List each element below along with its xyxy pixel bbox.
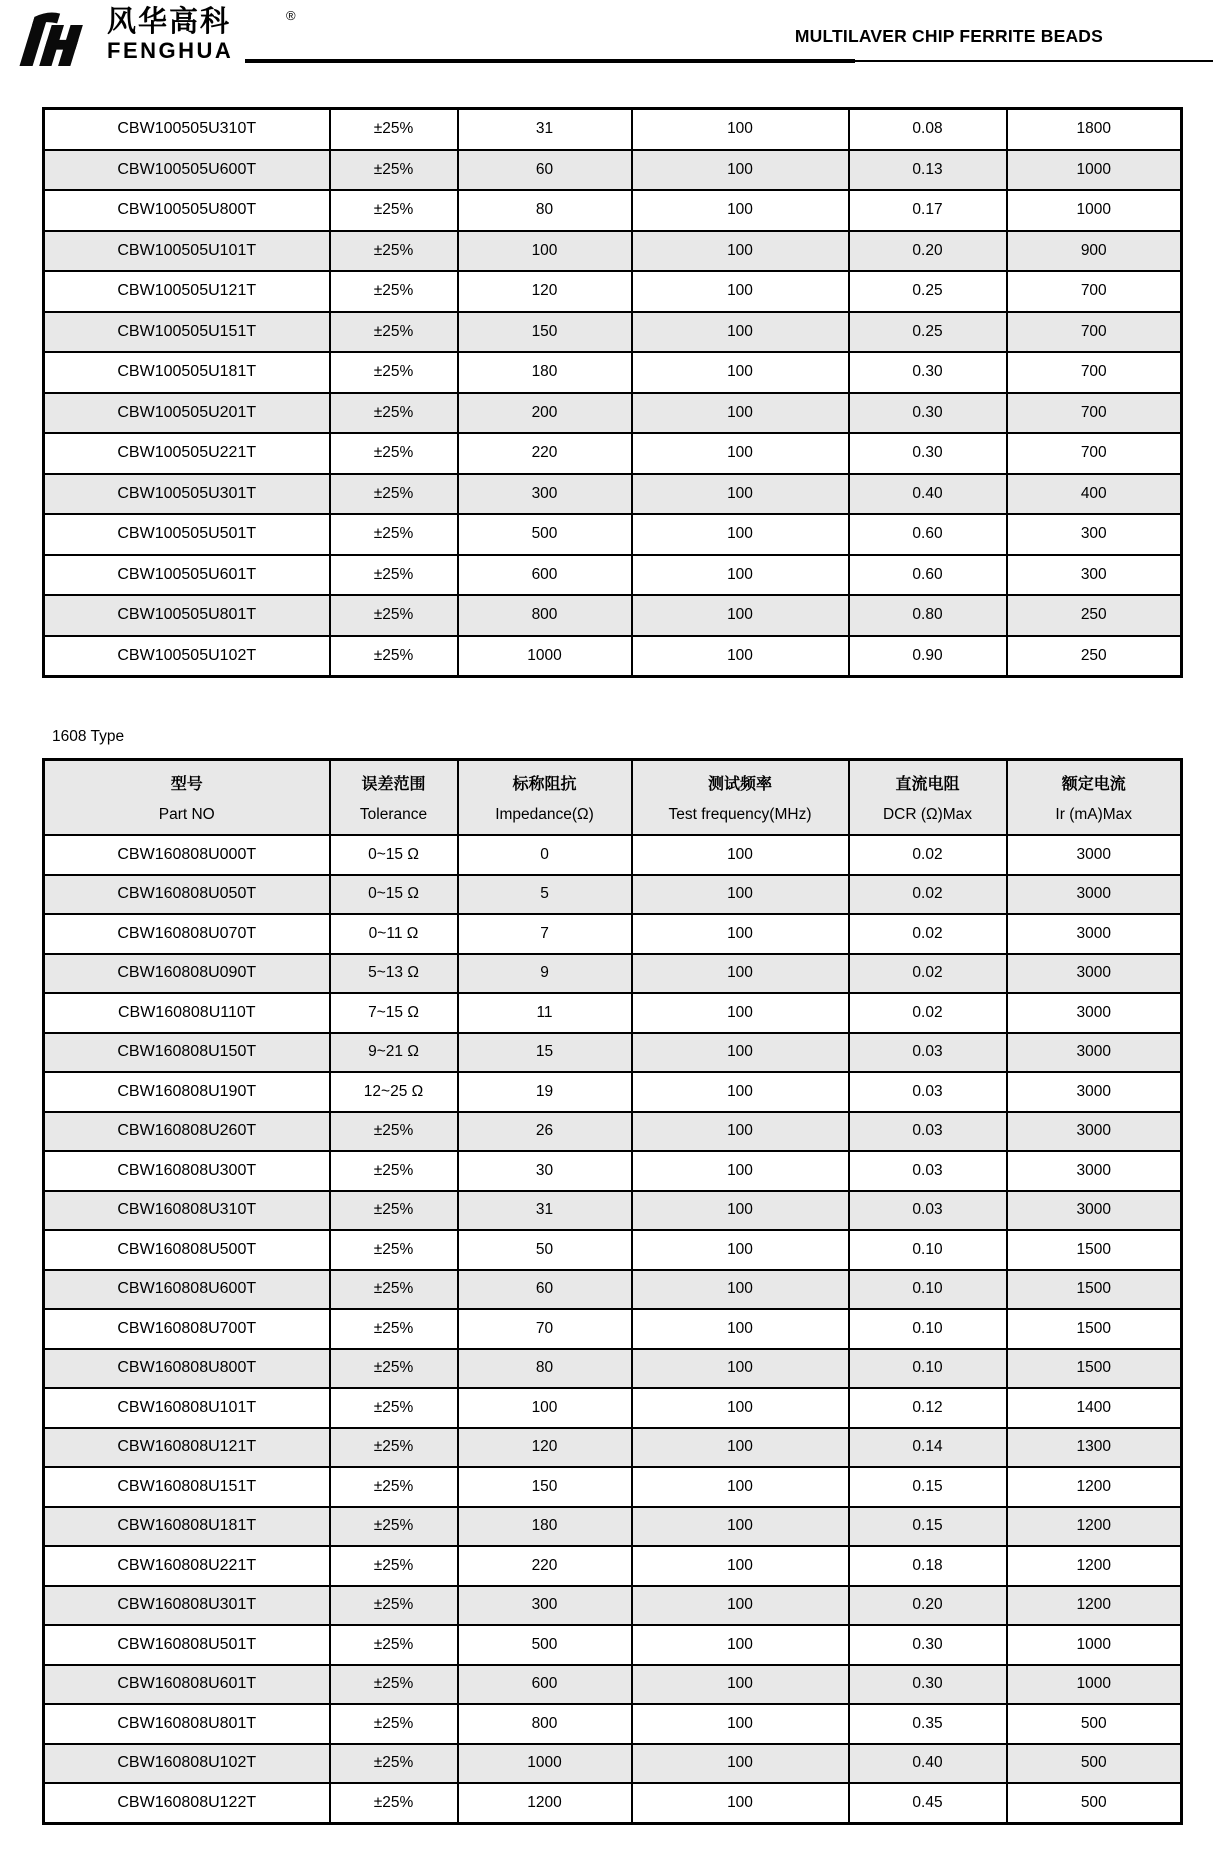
ir-max-cell: 3000 (1007, 954, 1182, 994)
ir-max-cell: 500 (1007, 1744, 1182, 1784)
part-no-cell: CBW160808U181T (44, 1507, 330, 1547)
part-no-cell: CBW100505U121T (44, 271, 330, 312)
ir-max-cell: 700 (1007, 352, 1182, 393)
test-frequency-cell: 100 (632, 271, 849, 312)
impedance-cell: 70 (458, 1309, 632, 1349)
tolerance-cell: ±25% (330, 1744, 458, 1784)
impedance-cell: 220 (458, 1546, 632, 1586)
tolerance-cell: ±25% (330, 1665, 458, 1705)
table-row (44, 393, 1182, 434)
tolerance-cell: ±25% (330, 433, 458, 474)
test-frequency-cell: 100 (632, 109, 849, 150)
ir-max-cell: 3000 (1007, 993, 1182, 1033)
ir-max-cell: 1200 (1007, 1507, 1182, 1547)
tolerance-cell: ±25% (330, 1507, 458, 1547)
dcr-max-cell: 0.45 (849, 1783, 1007, 1823)
part-no-cell: CBW100505U310T (44, 109, 330, 150)
dcr-max-cell: 0.40 (849, 474, 1007, 515)
ir-max-cell: 700 (1007, 433, 1182, 474)
ir-max-cell: 3000 (1007, 1151, 1182, 1191)
dcr-max-cell: 0.30 (849, 352, 1007, 393)
dcr-max-cell: 0.35 (849, 1704, 1007, 1744)
test-frequency-cell: 100 (632, 595, 849, 636)
table-row (44, 352, 1182, 393)
part-no-cell: CBW100505U101T (44, 231, 330, 272)
tolerance-cell: ±25% (330, 190, 458, 231)
table-row (44, 1665, 1182, 1705)
dcr-max-cell: 0.15 (849, 1467, 1007, 1507)
part-no-cell: CBW100505U201T (44, 393, 330, 434)
dcr-max-cell: 0.40 (849, 1744, 1007, 1784)
impedance-cell: 1000 (458, 1744, 632, 1784)
col-header-impedance: 标称阻抗 Impedance(Ω) (458, 760, 632, 836)
part-no-cell: CBW160808U601T (44, 1665, 330, 1705)
dcr-max-cell: 0.15 (849, 1507, 1007, 1547)
dcr-max-cell: 0.02 (849, 954, 1007, 994)
ir-max-cell: 1000 (1007, 190, 1182, 231)
col-header-ir: 额定电流 Ir (mA)Max (1007, 760, 1182, 836)
test-frequency-cell: 100 (632, 393, 849, 434)
registered-trademark: ® (286, 8, 296, 23)
table-row (44, 1072, 1182, 1112)
dcr-max-cell: 0.03 (849, 1033, 1007, 1073)
test-frequency-cell: 100 (632, 875, 849, 915)
dcr-max-cell: 0.03 (849, 1072, 1007, 1112)
part-no-cell: CBW160808U000T (44, 835, 330, 875)
ir-max-cell: 300 (1007, 555, 1182, 596)
table-row (44, 1112, 1182, 1152)
dcr-max-cell: 0.90 (849, 636, 1007, 677)
tolerance-cell: ±25% (330, 1151, 458, 1191)
tolerance-cell: ±25% (330, 150, 458, 191)
part-no-cell: CBW100505U301T (44, 474, 330, 515)
part-no-cell: CBW160808U310T (44, 1191, 330, 1231)
brand-block (107, 8, 233, 62)
part-no-cell: CBW100505U801T (44, 595, 330, 636)
ir-max-cell: 500 (1007, 1783, 1182, 1823)
section-label-1608-type: 1608 Type (52, 728, 125, 745)
part-no-cell: CBW160808U300T (44, 1151, 330, 1191)
impedance-cell: 800 (458, 595, 632, 636)
dcr-max-cell: 0.25 (849, 312, 1007, 353)
part-no-cell: CBW100505U600T (44, 150, 330, 191)
part-no-cell: CBW160808U151T (44, 1467, 330, 1507)
ir-max-cell: 3000 (1007, 875, 1182, 915)
dcr-max-cell: 0.10 (849, 1270, 1007, 1310)
ir-max-cell: 1400 (1007, 1388, 1182, 1428)
ir-max-cell: 400 (1007, 474, 1182, 515)
dcr-max-cell: 0.10 (849, 1309, 1007, 1349)
tolerance-cell: ±25% (330, 555, 458, 596)
impedance-cell: 80 (458, 190, 632, 231)
tolerance-cell: ±25% (330, 109, 458, 150)
test-frequency-cell: 100 (632, 1270, 849, 1310)
col-header-test-frequency: 测试频率 Test frequency(MHz) (632, 760, 849, 836)
part-no-cell: CBW160808U700T (44, 1309, 330, 1349)
impedance-cell: 31 (458, 1191, 632, 1231)
ir-max-cell: 1000 (1007, 150, 1182, 191)
test-frequency-cell: 100 (632, 1546, 849, 1586)
tolerance-cell: ±25% (330, 231, 458, 272)
test-frequency-cell: 100 (632, 555, 849, 596)
test-frequency-cell: 100 (632, 1230, 849, 1270)
part-no-cell: CBW160808U110T (44, 993, 330, 1033)
impedance-cell: 60 (458, 1270, 632, 1310)
ir-max-cell: 1200 (1007, 1467, 1182, 1507)
table-row (44, 1309, 1182, 1349)
part-no-cell: CBW100505U102T (44, 636, 330, 677)
table-row (44, 835, 1182, 875)
part-no-cell: CBW100505U181T (44, 352, 330, 393)
impedance-cell: 9 (458, 954, 632, 994)
table-row (44, 1507, 1182, 1547)
tolerance-cell: ±25% (330, 1704, 458, 1744)
table-row (44, 150, 1182, 191)
part-no-cell: CBW160808U501T (44, 1625, 330, 1665)
tolerance-cell: ±25% (330, 1349, 458, 1389)
test-frequency-cell: 100 (632, 231, 849, 272)
ir-max-cell: 1800 (1007, 109, 1182, 150)
impedance-cell: 180 (458, 352, 632, 393)
impedance-cell: 500 (458, 514, 632, 555)
impedance-cell: 50 (458, 1230, 632, 1270)
test-frequency-cell: 100 (632, 514, 849, 555)
impedance-cell: 150 (458, 312, 632, 353)
tolerance-cell: ±25% (330, 1783, 458, 1823)
dcr-max-cell: 0.25 (849, 271, 1007, 312)
dcr-max-cell: 0.14 (849, 1428, 1007, 1468)
part-no-cell: CBW160808U500T (44, 1230, 330, 1270)
part-no-cell: CBW160808U150T (44, 1033, 330, 1073)
impedance-cell: 11 (458, 993, 632, 1033)
dcr-max-cell: 0.02 (849, 875, 1007, 915)
part-no-cell: CBW160808U090T (44, 954, 330, 994)
test-frequency-cell: 100 (632, 1744, 849, 1784)
col-header-dcr: 直流电阻 DCR (Ω)Max (849, 760, 1007, 836)
tolerance-cell: ±25% (330, 1467, 458, 1507)
test-frequency-cell: 100 (632, 1428, 849, 1468)
table-row (44, 109, 1182, 150)
ir-max-cell: 900 (1007, 231, 1182, 272)
ir-max-cell: 3000 (1007, 1033, 1182, 1073)
impedance-cell: 200 (458, 393, 632, 434)
dcr-max-cell: 0.03 (849, 1112, 1007, 1152)
ir-max-cell: 300 (1007, 514, 1182, 555)
impedance-cell: 180 (458, 1507, 632, 1547)
tolerance-cell: ±25% (330, 312, 458, 353)
part-no-cell: CBW160808U221T (44, 1546, 330, 1586)
ir-max-cell: 1500 (1007, 1349, 1182, 1389)
col-header-tolerance: 误差范围 Tolerance (330, 760, 458, 836)
brand-name-english: FENGHUA (107, 38, 234, 63)
part-no-cell: CBW160808U801T (44, 1704, 330, 1744)
table-row (44, 954, 1182, 994)
test-frequency-cell: 100 (632, 1467, 849, 1507)
test-frequency-cell: 100 (632, 1507, 849, 1547)
tolerance-cell: 0~15 Ω (330, 875, 458, 915)
tolerance-cell: ±25% (330, 1428, 458, 1468)
part-no-cell: CBW100505U221T (44, 433, 330, 474)
tolerance-cell: 0~15 Ω (330, 835, 458, 875)
part-no-cell: CBW160808U102T (44, 1744, 330, 1784)
test-frequency-cell: 100 (632, 433, 849, 474)
table-row (44, 231, 1182, 272)
tolerance-cell: ±25% (330, 1625, 458, 1665)
ir-max-cell: 250 (1007, 636, 1182, 677)
table-row (44, 190, 1182, 231)
test-frequency-cell: 100 (632, 914, 849, 954)
impedance-cell: 80 (458, 1349, 632, 1389)
table-row (44, 1151, 1182, 1191)
test-frequency-cell: 100 (632, 1033, 849, 1073)
tolerance-cell: ±25% (330, 1546, 458, 1586)
tolerance-cell: 5~13 Ω (330, 954, 458, 994)
test-frequency-cell: 100 (632, 1388, 849, 1428)
table-row (44, 433, 1182, 474)
table-row (44, 514, 1182, 555)
table-row (44, 1744, 1182, 1784)
dcr-max-cell: 0.03 (849, 1191, 1007, 1231)
test-frequency-cell: 100 (632, 312, 849, 353)
impedance-cell: 120 (458, 1428, 632, 1468)
table-row (44, 914, 1182, 954)
part-no-cell: CBW160808U600T (44, 1270, 330, 1310)
dcr-max-cell: 0.08 (849, 109, 1007, 150)
dcr-max-cell: 0.20 (849, 231, 1007, 272)
tolerance-cell: 7~15 Ω (330, 993, 458, 1033)
tolerance-cell: ±25% (330, 271, 458, 312)
dcr-max-cell: 0.02 (849, 835, 1007, 875)
part-no-cell: CBW160808U050T (44, 875, 330, 915)
test-frequency-cell: 100 (632, 1309, 849, 1349)
cbw160808-table (42, 758, 1183, 1825)
impedance-cell: 100 (458, 1388, 632, 1428)
dcr-max-cell: 0.20 (849, 1586, 1007, 1626)
tolerance-cell: ±25% (330, 1191, 458, 1231)
tolerance-cell: ±25% (330, 1112, 458, 1152)
tolerance-cell: 12~25 Ω (330, 1072, 458, 1112)
table-row (44, 312, 1182, 353)
impedance-cell: 100 (458, 231, 632, 272)
tolerance-cell: ±25% (330, 393, 458, 434)
table-row (44, 993, 1182, 1033)
table-row (44, 636, 1182, 677)
ir-max-cell: 1200 (1007, 1546, 1182, 1586)
part-no-cell: CBW160808U190T (44, 1072, 330, 1112)
impedance-cell: 60 (458, 150, 632, 191)
test-frequency-cell: 100 (632, 190, 849, 231)
part-no-cell: CBW100505U501T (44, 514, 330, 555)
impedance-cell: 600 (458, 1665, 632, 1705)
dcr-max-cell: 0.10 (849, 1349, 1007, 1389)
dcr-max-cell: 0.30 (849, 1665, 1007, 1705)
impedance-cell: 19 (458, 1072, 632, 1112)
test-frequency-cell: 100 (632, 1625, 849, 1665)
ir-max-cell: 3000 (1007, 914, 1182, 954)
ir-max-cell: 1200 (1007, 1586, 1182, 1626)
table-row (44, 474, 1182, 515)
table-row (44, 1546, 1182, 1586)
part-no-cell: CBW160808U121T (44, 1428, 330, 1468)
part-no-cell: CBW160808U301T (44, 1586, 330, 1626)
tolerance-cell: ±25% (330, 474, 458, 515)
tolerance-cell: ±25% (330, 1586, 458, 1626)
table-row (44, 1625, 1182, 1665)
impedance-cell: 1200 (458, 1783, 632, 1823)
table-row (44, 1230, 1182, 1270)
table-header-row (44, 760, 1182, 836)
col-header-part-no: 型号 Part NO (44, 760, 330, 836)
part-no-cell: CBW160808U101T (44, 1388, 330, 1428)
ir-max-cell: 700 (1007, 271, 1182, 312)
table-row (44, 595, 1182, 636)
table-row (44, 1388, 1182, 1428)
impedance-cell: 26 (458, 1112, 632, 1152)
table-row (44, 271, 1182, 312)
test-frequency-cell: 100 (632, 1072, 849, 1112)
ir-max-cell: 3000 (1007, 835, 1182, 875)
table-row (44, 1033, 1182, 1073)
table-row (44, 1467, 1182, 1507)
test-frequency-cell: 100 (632, 1191, 849, 1231)
header-divider (245, 59, 1213, 63)
dcr-max-cell: 0.02 (849, 993, 1007, 1033)
table-row (44, 1428, 1182, 1468)
table-row (44, 555, 1182, 596)
impedance-cell: 1000 (458, 636, 632, 677)
dcr-max-cell: 0.10 (849, 1230, 1007, 1270)
page-header (0, 0, 1219, 72)
impedance-cell: 800 (458, 1704, 632, 1744)
ir-max-cell: 1500 (1007, 1230, 1182, 1270)
part-no-cell: CBW160808U800T (44, 1349, 330, 1389)
impedance-cell: 5 (458, 875, 632, 915)
part-no-cell: CBW100505U800T (44, 190, 330, 231)
tolerance-cell: ±25% (330, 514, 458, 555)
table-row (44, 1191, 1182, 1231)
dcr-max-cell: 0.17 (849, 190, 1007, 231)
ir-max-cell: 1000 (1007, 1625, 1182, 1665)
test-frequency-cell: 100 (632, 954, 849, 994)
tolerance-cell: ±25% (330, 352, 458, 393)
table-row (44, 1349, 1182, 1389)
ir-max-cell: 250 (1007, 595, 1182, 636)
test-frequency-cell: 100 (632, 1151, 849, 1191)
part-no-cell: CBW160808U260T (44, 1112, 330, 1152)
tolerance-cell: ±25% (330, 1230, 458, 1270)
impedance-cell: 300 (458, 1586, 632, 1626)
impedance-cell: 31 (458, 109, 632, 150)
ir-max-cell: 700 (1007, 393, 1182, 434)
impedance-cell: 220 (458, 433, 632, 474)
tolerance-cell: 9~21 Ω (330, 1033, 458, 1073)
dcr-max-cell: 0.13 (849, 150, 1007, 191)
dcr-max-cell: 0.60 (849, 514, 1007, 555)
impedance-cell: 120 (458, 271, 632, 312)
test-frequency-cell: 100 (632, 1112, 849, 1152)
part-no-cell: CBW100505U151T (44, 312, 330, 353)
impedance-cell: 30 (458, 1151, 632, 1191)
ir-max-cell: 1500 (1007, 1309, 1182, 1349)
ir-max-cell: 500 (1007, 1704, 1182, 1744)
ir-max-cell: 1500 (1007, 1270, 1182, 1310)
impedance-cell: 15 (458, 1033, 632, 1073)
test-frequency-cell: 100 (632, 993, 849, 1033)
tolerance-cell: ±25% (330, 1388, 458, 1428)
test-frequency-cell: 100 (632, 1704, 849, 1744)
cbw100505-table (42, 107, 1183, 678)
dcr-max-cell: 0.30 (849, 393, 1007, 434)
dcr-max-cell: 0.60 (849, 555, 1007, 596)
dcr-max-cell: 0.12 (849, 1388, 1007, 1428)
dcr-max-cell: 0.80 (849, 595, 1007, 636)
impedance-cell: 0 (458, 835, 632, 875)
table-row (44, 1586, 1182, 1626)
ir-max-cell: 3000 (1007, 1191, 1182, 1231)
impedance-cell: 300 (458, 474, 632, 515)
table-row (44, 1783, 1182, 1823)
test-frequency-cell: 100 (632, 1665, 849, 1705)
part-no-cell: CBW160808U070T (44, 914, 330, 954)
test-frequency-cell: 100 (632, 352, 849, 393)
ir-max-cell: 3000 (1007, 1072, 1182, 1112)
impedance-cell: 7 (458, 914, 632, 954)
ir-max-cell: 700 (1007, 312, 1182, 353)
table-row (44, 875, 1182, 915)
part-no-cell: CBW160808U122T (44, 1783, 330, 1823)
ir-max-cell: 3000 (1007, 1112, 1182, 1152)
tolerance-cell: ±25% (330, 1309, 458, 1349)
test-frequency-cell: 100 (632, 835, 849, 875)
dcr-max-cell: 0.02 (849, 914, 1007, 954)
tolerance-cell: ±25% (330, 595, 458, 636)
tolerance-cell: 0~11 Ω (330, 914, 458, 954)
dcr-max-cell: 0.30 (849, 433, 1007, 474)
table-row (44, 1704, 1182, 1744)
dcr-max-cell: 0.18 (849, 1546, 1007, 1586)
test-frequency-cell: 100 (632, 1783, 849, 1823)
fenghua-logo-icon (18, 10, 100, 68)
dcr-max-cell: 0.30 (849, 1625, 1007, 1665)
tolerance-cell: ±25% (330, 636, 458, 677)
ir-max-cell: 1000 (1007, 1665, 1182, 1705)
dcr-max-cell: 0.03 (849, 1151, 1007, 1191)
test-frequency-cell: 100 (632, 474, 849, 515)
part-no-cell: CBW100505U601T (44, 555, 330, 596)
ir-max-cell: 1300 (1007, 1428, 1182, 1468)
test-frequency-cell: 100 (632, 636, 849, 677)
brand-name-chinese: 风华高科 (107, 6, 232, 38)
test-frequency-cell: 100 (632, 1586, 849, 1626)
table-row (44, 1270, 1182, 1310)
test-frequency-cell: 100 (632, 1349, 849, 1389)
impedance-cell: 150 (458, 1467, 632, 1507)
impedance-cell: 500 (458, 1625, 632, 1665)
impedance-cell: 600 (458, 555, 632, 596)
test-frequency-cell: 100 (632, 150, 849, 191)
page-title: MULTILAVER CHIP FERRITE BEADS (794, 26, 1103, 46)
tolerance-cell: ±25% (330, 1270, 458, 1310)
